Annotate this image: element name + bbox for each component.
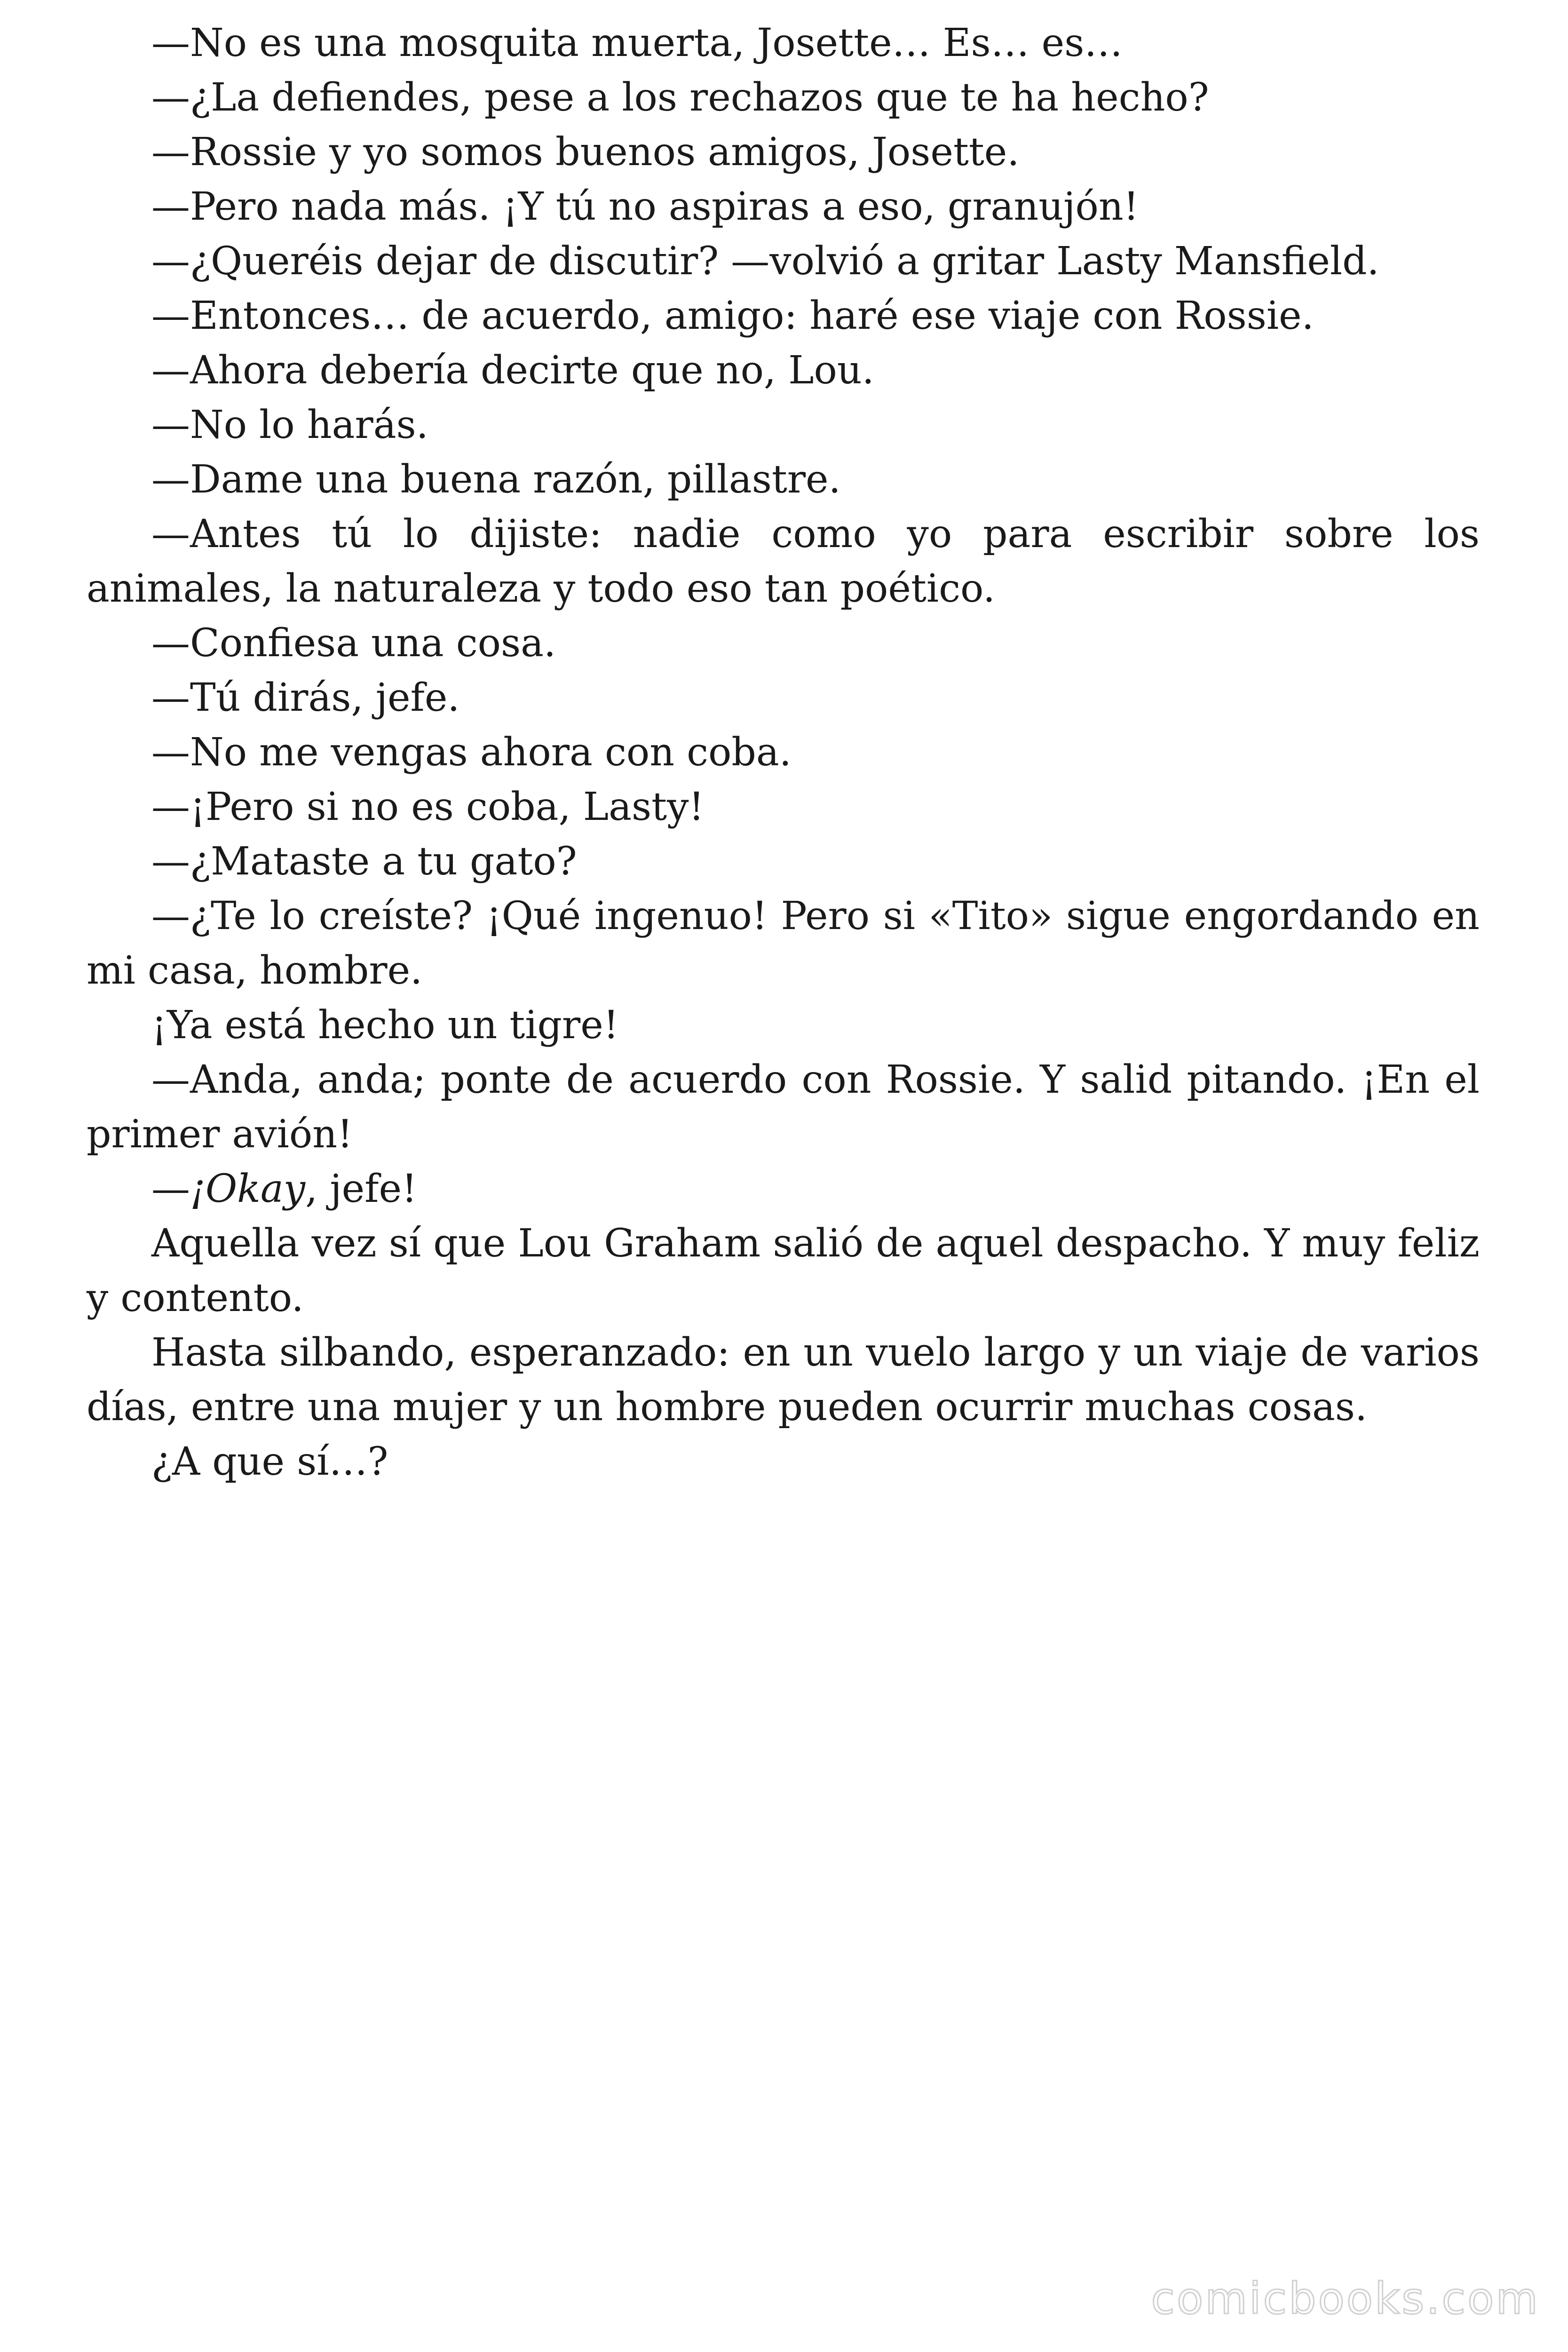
text-segment: —¿La defiendes, pese a los rechazos que te ha hecho? (151, 75, 1209, 120)
paragraph (87, 1053, 1480, 1162)
paragraph (87, 453, 1480, 507)
body-text (87, 16, 1480, 1489)
text-segment: —No me vengas ahora con coba. (151, 730, 792, 775)
text-segment: ¡Ya está hecho un tigre! (151, 1003, 619, 1048)
text-segment: , jefe! (305, 1167, 418, 1211)
paragraph (87, 1326, 1480, 1435)
text-segment: —Dame una buena razón, pillastre. (151, 457, 841, 502)
paragraph (87, 725, 1480, 780)
text-segment: —No es una mosquita muerta, Josette… Es… es… (151, 21, 1123, 65)
paragraph (87, 234, 1480, 289)
paragraph (87, 889, 1480, 998)
paragraph (87, 780, 1480, 834)
text-segment: —¿Queréis dejar de discutir? —volvió a gritar Lasty Mansfield. (151, 239, 1379, 284)
paragraph (87, 398, 1480, 453)
paragraph (87, 834, 1480, 889)
paragraph (87, 343, 1480, 398)
text-segment: — (151, 1167, 190, 1211)
italic-text: ¡Okay (190, 1167, 306, 1211)
paragraph (87, 1162, 1480, 1216)
text-segment: —¿Te lo creíste? ¡Qué ingenuo! Pero si «Tito» sigue engordando en mi casa, hombre. (87, 894, 1480, 993)
text-segment: ¿A que sí…? (151, 1439, 388, 1484)
text-segment: Hasta silbando, esperanzado: en un vuelo largo y un viaje de varios días, entre una mujer y un hombre pueden ocurrir muchas cosas. (87, 1330, 1480, 1430)
text-segment: —Entonces… de acuerdo, amigo: haré ese viaje con Rossie. (151, 294, 1314, 338)
paragraph (87, 671, 1480, 725)
paragraph (87, 180, 1480, 234)
text-segment: —No lo harás. (151, 403, 428, 447)
paragraph (87, 71, 1480, 125)
text-segment: —Pero nada más. ¡Y tú no aspiras a eso, granujón! (151, 184, 1139, 229)
paragraph (87, 1216, 1480, 1326)
paragraph (87, 125, 1480, 180)
text-segment: —Tú dirás, jefe. (151, 675, 460, 720)
paragraph (87, 998, 1480, 1053)
text-segment: —Anda, anda; ponte de acuerdo con Rossie. Y salid pitando. ¡En el primer avión! (87, 1057, 1480, 1157)
paragraph (87, 16, 1480, 71)
paragraph (87, 289, 1480, 343)
paragraph (87, 616, 1480, 671)
watermark-logo: comicbooks.com (1151, 2273, 1540, 2324)
paragraph (87, 1435, 1480, 1489)
text-segment: —Rossie y yo somos buenos amigos, Josette. (151, 130, 1020, 175)
text-segment: —Ahora debería decirte que no, Lou. (151, 348, 874, 393)
paragraph (87, 507, 1480, 616)
text-segment: Aquella vez sí que Lou Graham salió de aquel despacho. Y muy feliz y contento. (87, 1221, 1480, 1320)
text-segment: —¿Mataste a tu gato? (151, 839, 577, 884)
text-segment: —Confiesa una cosa. (151, 621, 556, 666)
text-segment: —¡Pero si no es coba, Lasty! (151, 785, 705, 829)
text-segment: —Antes tú lo dijiste: nadie como yo para escribir sobre los animales, la naturaleza y todo eso tan poético. (87, 512, 1480, 611)
